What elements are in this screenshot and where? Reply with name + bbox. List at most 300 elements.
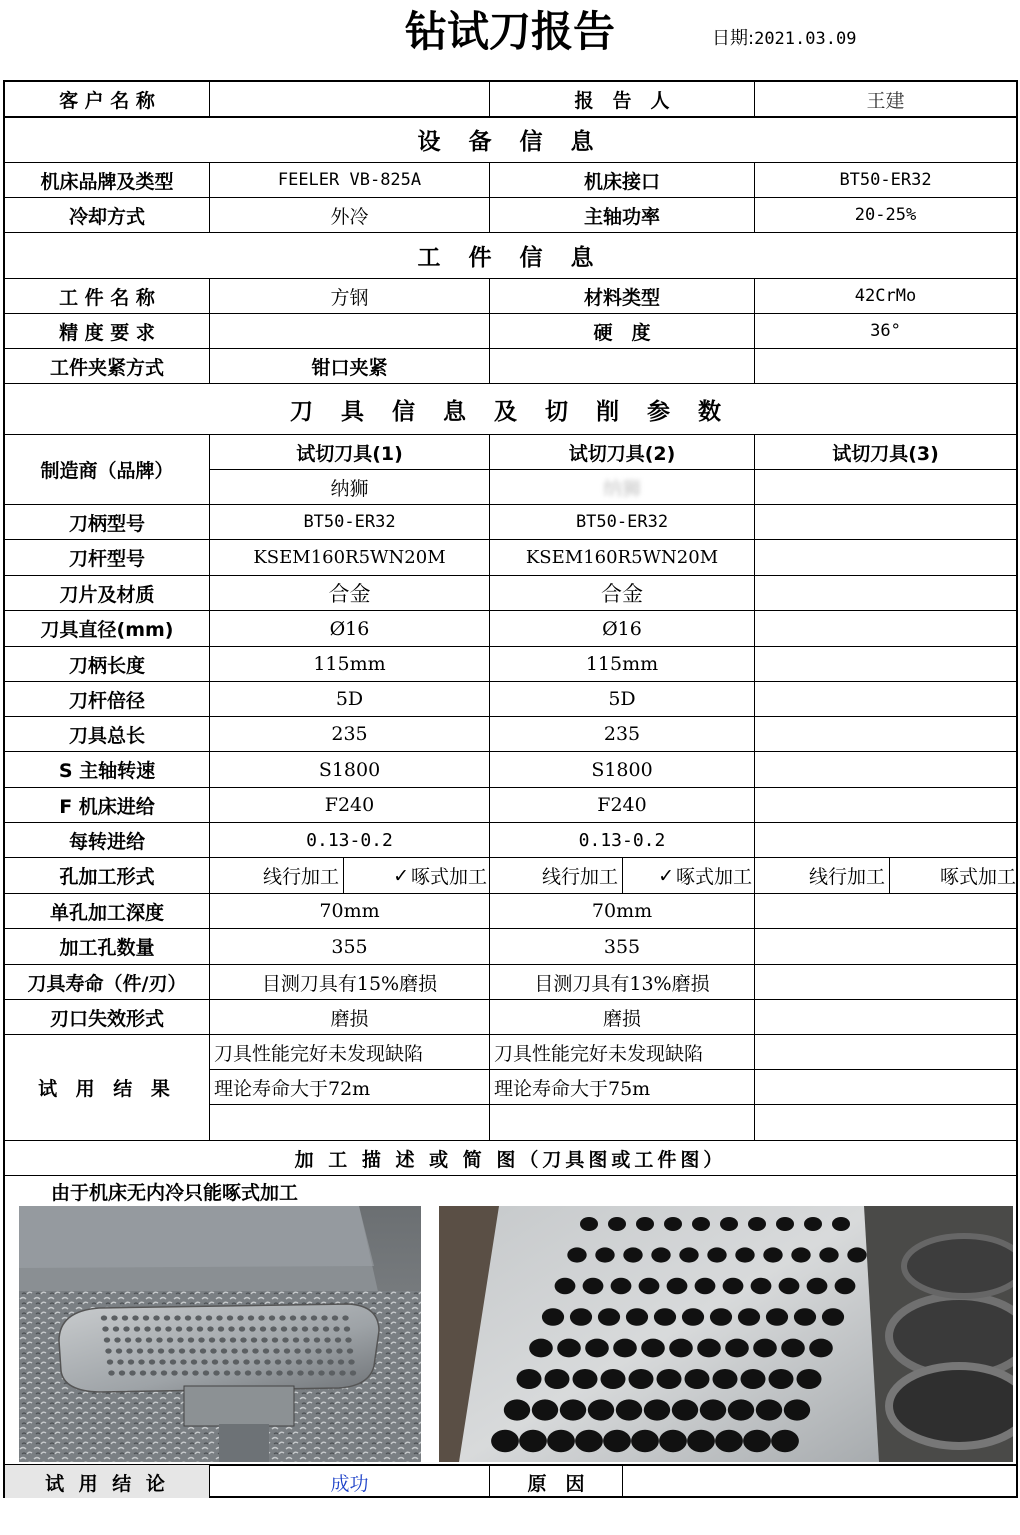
workpiece-name-value: 方钢 [330, 286, 369, 309]
drilled-hole [101, 1315, 107, 1320]
hole-count-3 [755, 929, 1016, 964]
check-mark-icon: ✓ [658, 864, 674, 887]
hole-count-2: 355 [603, 935, 641, 958]
drilled-hole [639, 1278, 660, 1294]
drilled-hole [797, 1369, 822, 1389]
drilled-hole [751, 1278, 772, 1294]
drilled-hole [240, 1337, 246, 1342]
drilled-hole [491, 1430, 519, 1452]
drilled-hole [252, 1348, 258, 1353]
drilled-hole [692, 1217, 710, 1231]
holder-model-1: BT50-ER32 [303, 512, 396, 532]
tool-2-peck-label: 啄式加工 [675, 866, 752, 888]
holder-length-2: 115mm [585, 653, 659, 675]
edge-failure-label: 刃口失效形式 [49, 1007, 164, 1030]
drilled-hole [114, 1337, 120, 1342]
drilled-hole [293, 1337, 299, 1342]
drilled-hole [710, 1308, 732, 1326]
result-2-line-2: 理论寿命大于75m [494, 1077, 651, 1100]
drilled-hole [182, 1370, 188, 1375]
drilled-hole [623, 1247, 642, 1262]
drilled-hole [224, 1370, 230, 1375]
bar-model-2: KSEM160R5WN20M [525, 547, 719, 568]
tool-diameter-label: 刀具直径(mm) [40, 619, 174, 641]
drilled-hole [769, 1369, 794, 1389]
drilled-hole [242, 1348, 248, 1353]
bar-model-label: 刀杆型号 [68, 548, 145, 570]
machine-feed-2: F240 [597, 794, 647, 816]
drilled-hole [580, 1217, 598, 1231]
tool-total-length-1: 235 [331, 723, 368, 745]
spindle-power-label: 主轴功率 [583, 205, 660, 228]
workpiece-photo-right-image [439, 1206, 1013, 1462]
drilled-hole [156, 1337, 162, 1342]
drilled-hole [117, 1359, 123, 1364]
drilled-hole [174, 1315, 180, 1320]
check-mark-icon: ✓ [393, 864, 409, 887]
material-value: 42CrMo [854, 286, 917, 306]
drilled-hole [258, 1315, 264, 1320]
drilled-hole [248, 1315, 254, 1320]
drilled-hole [281, 1326, 287, 1331]
hardness-value: 36° [870, 321, 901, 341]
drilled-hole [332, 1315, 338, 1320]
drilled-hole [210, 1348, 216, 1353]
drilled-hole [231, 1348, 237, 1353]
hole-depth-2: 70mm [591, 900, 653, 922]
drilled-hole [201, 1359, 207, 1364]
hardness-label: 硬 度 [593, 321, 651, 344]
drilled-hole [276, 1370, 282, 1375]
drilled-hole [629, 1369, 654, 1389]
spindle-speed-3 [755, 752, 1016, 787]
tool-1-peck-option[interactable] [344, 858, 489, 893]
drilled-hole [146, 1337, 152, 1342]
drilled-hole [161, 1370, 167, 1375]
tool-2-peck-option[interactable] [623, 858, 754, 893]
drilled-hole [108, 1370, 114, 1375]
tool-total-length-label: 刀具总长 [68, 724, 145, 747]
drilled-hole [667, 1278, 688, 1294]
drilled-hole [336, 1348, 342, 1353]
workpiece-name-label: 工 件 名 称 [59, 286, 155, 309]
drilled-hole [626, 1308, 648, 1326]
drilled-hole [672, 1399, 698, 1420]
holder-length-3 [755, 647, 1016, 681]
drilled-hole [269, 1315, 275, 1320]
drilled-hole [291, 1326, 297, 1331]
drilled-hole [766, 1308, 788, 1326]
drilled-hole [743, 1430, 771, 1452]
drilled-hole [126, 1348, 132, 1353]
material-label: 材料类型 [583, 286, 660, 309]
description-note: 由于机床无内冷只能啄式加工 [51, 1181, 299, 1204]
drilled-hole [651, 1247, 670, 1262]
reporter-value: 王建 [866, 89, 905, 112]
hole-count-label: 加工孔数量 [59, 937, 155, 959]
drilled-hole [664, 1217, 682, 1231]
drilled-hole [264, 1359, 270, 1364]
drilled-hole [138, 1359, 144, 1364]
drilled-hole [636, 1217, 654, 1231]
drilled-hole [177, 1337, 183, 1342]
drilled-hole [134, 1326, 140, 1331]
drilled-hole [542, 1308, 564, 1326]
workpiece-photo-left-image [19, 1206, 421, 1462]
bar-ratio-3 [755, 682, 1016, 716]
drilled-hole [807, 1278, 828, 1294]
drilled-hole [348, 1359, 354, 1364]
drilled-hole [613, 1339, 637, 1358]
feed-per-rev-label: 每转进给 [68, 830, 145, 853]
drilled-hole [207, 1326, 213, 1331]
tool-1-peck-label: 啄式加工 [410, 866, 487, 888]
drilled-hole [713, 1369, 738, 1389]
drilled-hole [270, 1326, 276, 1331]
drilled-hole [186, 1326, 192, 1331]
clamp-value: 钳口夹紧 [311, 356, 388, 379]
drilled-hole [819, 1247, 838, 1262]
drilled-hole [312, 1326, 318, 1331]
tool-total-length-2: 235 [603, 723, 641, 745]
drilled-hole [212, 1359, 218, 1364]
drilled-hole [285, 1359, 291, 1364]
cooling-value: 外冷 [330, 205, 369, 228]
reporter-label: 报 告 人 [574, 89, 670, 112]
feed-per-rev-3 [755, 823, 1016, 857]
drilled-hole [219, 1337, 225, 1342]
drilled-hole [616, 1399, 642, 1420]
report-title: 钻试刀报告 [404, 7, 615, 56]
drilled-hole [122, 1315, 128, 1320]
feed-per-rev-2: 0.13-0.2 [578, 829, 666, 851]
drilled-hole [279, 1315, 285, 1320]
drilled-hole [143, 1315, 149, 1320]
drilled-hole [282, 1337, 288, 1342]
date-label: 日期: [712, 28, 755, 49]
tool-diameter-3 [755, 611, 1016, 646]
drilled-hole [573, 1369, 598, 1389]
drilled-hole [832, 1217, 850, 1231]
drilled-hole [263, 1348, 269, 1353]
hole-depth-3 [755, 894, 1016, 928]
drilled-hole [221, 1348, 227, 1353]
bar-ratio-label: 刀杆倍径 [68, 689, 145, 712]
tool-life-1: 目测刀具有15%磨损 [261, 972, 438, 995]
drilled-hole [290, 1315, 296, 1320]
machine-interface-value: BT50-ER32 [839, 170, 932, 190]
drilled-hole [198, 1337, 204, 1342]
drilled-hole [763, 1247, 782, 1262]
drilled-hole [659, 1430, 687, 1452]
drilled-hole [700, 1399, 726, 1420]
drilled-hole [560, 1399, 586, 1420]
drilled-hole [335, 1337, 341, 1342]
drilled-hole [227, 1315, 233, 1320]
tool-1-linear-option[interactable]: 线行加工 [262, 866, 339, 888]
tool-3-linear-option[interactable]: 线行加工 [808, 866, 885, 888]
drilled-hole [555, 1278, 576, 1294]
bar-model-3 [755, 540, 1016, 575]
drilled-hole [804, 1217, 822, 1231]
drilled-hole [598, 1308, 620, 1326]
drilled-hole [641, 1339, 665, 1358]
holder-length-1: 115mm [313, 653, 386, 675]
drilled-hole [347, 1348, 353, 1353]
drilled-hole [158, 1348, 164, 1353]
drilled-hole [179, 1348, 185, 1353]
drilled-hole [249, 1326, 255, 1331]
drilled-hole [213, 1370, 219, 1375]
tool-life-3 [755, 965, 1016, 999]
section-workpiece: 工 件 信 息 [417, 245, 604, 271]
tool-diameter-1: Ø16 [329, 617, 370, 640]
drilled-hole [720, 1217, 738, 1231]
drilled-hole [254, 1359, 260, 1364]
drilled-hole [296, 1359, 302, 1364]
result-1-line-1: 刀具性能完好未发现缺陷 [214, 1042, 424, 1065]
drilled-hole [302, 1326, 308, 1331]
tool-life-label: 刀具寿命（件/刃） [27, 972, 187, 995]
drilled-hole [261, 1337, 267, 1342]
edge-failure-2: 磨损 [602, 1007, 641, 1030]
insert-material-label: 刀片及材质 [59, 583, 155, 606]
drilled-hole [170, 1359, 176, 1364]
drilled-hole [305, 1348, 311, 1353]
machine-interface-label: 机床接口 [583, 170, 660, 193]
drilled-hole [529, 1339, 553, 1358]
tool-2-brand: 纳狮 [602, 477, 641, 500]
clamp-label: 工件夹紧方式 [49, 356, 164, 379]
tool-diameter-2: Ø16 [602, 617, 642, 640]
drilled-hole [321, 1315, 327, 1320]
insert-material-2: 合金 [601, 582, 643, 606]
drilled-hole [715, 1430, 743, 1452]
drilled-hole [504, 1399, 530, 1420]
drilled-hole [233, 1359, 239, 1364]
drilled-hole [323, 1326, 329, 1331]
bar-model-1: KSEM160R5WN20M [253, 547, 446, 568]
drilled-hole [180, 1359, 186, 1364]
drilled-hole [239, 1326, 245, 1331]
drilled-hole [137, 1348, 143, 1353]
machine-feed-label: F 机床进给 [59, 795, 155, 818]
holder-model-3 [755, 505, 1016, 539]
holder-model-label: 刀柄型号 [68, 512, 145, 535]
drilled-hole [306, 1359, 312, 1364]
insert-material-3 [755, 576, 1016, 610]
drilled-hole [575, 1430, 603, 1452]
trial-tool-1-header: 试切刀具(1) [296, 442, 403, 465]
drilled-hole [147, 1348, 153, 1353]
drilled-hole [822, 1308, 844, 1326]
workpiece-photo-right [439, 1206, 1013, 1462]
conclusion-value: 成功 [330, 1472, 369, 1495]
spindle-speed-label: S 主轴转速 [58, 760, 156, 782]
drilled-hole [164, 1315, 170, 1320]
drilled-hole [583, 1278, 604, 1294]
drilled-hole [835, 1278, 856, 1294]
drilled-hole [308, 1370, 314, 1375]
drilled-hole [171, 1370, 177, 1375]
drilled-hole [197, 1326, 203, 1331]
insert-material-1: 合金 [328, 582, 371, 606]
tool-life-2: 目测刀具有13%磨损 [534, 972, 710, 995]
drilled-hole [144, 1326, 150, 1331]
report-date [712, 26, 856, 52]
drilled-hole [339, 1370, 345, 1375]
drilled-hole [116, 1348, 122, 1353]
drilled-hole [695, 1278, 716, 1294]
tool-3-peck-option[interactable]: 啄式加工 [939, 866, 1016, 888]
drilled-hole [255, 1370, 261, 1375]
drilled-hole [753, 1339, 777, 1358]
drilled-hole [105, 1348, 111, 1353]
drilled-hole [350, 1370, 356, 1375]
holder-length-label: 刀柄长度 [68, 654, 145, 677]
drilled-hole [603, 1430, 631, 1452]
drilled-hole [723, 1278, 744, 1294]
feed-per-rev-1: 0.13-0.2 [306, 829, 393, 851]
drilled-hole [243, 1359, 249, 1364]
drilled-hole [314, 1337, 320, 1342]
drilled-hole [329, 1370, 335, 1375]
drilled-hole [735, 1247, 754, 1262]
drilled-hole [317, 1359, 323, 1364]
drilled-hole [519, 1430, 547, 1452]
tool-2-linear-option[interactable]: 线行加工 [541, 866, 618, 888]
drilled-hole [209, 1337, 215, 1342]
drilled-hole [687, 1430, 715, 1452]
drilled-hole [345, 1337, 351, 1342]
drilled-hole [654, 1308, 676, 1326]
drilled-hole [284, 1348, 290, 1353]
drilled-hole [631, 1430, 659, 1452]
drilled-hole [756, 1399, 782, 1420]
edge-failure-3 [755, 1000, 1016, 1034]
reason-label: 原 因 [527, 1472, 585, 1495]
drilled-hole [176, 1326, 182, 1331]
tool-1-brand: 纳狮 [330, 477, 369, 500]
trial-tool-2-header: 试切刀具(2) [568, 442, 676, 465]
machine-brand-value: FEELER VB-825A [277, 170, 422, 190]
drilled-hole [311, 1315, 317, 1320]
drilled-hole [342, 1315, 348, 1320]
drilled-hole [781, 1339, 805, 1358]
drilled-hole [725, 1339, 749, 1358]
drilled-hole [601, 1369, 626, 1389]
drilled-hole [771, 1430, 799, 1452]
drilled-hole [588, 1399, 614, 1420]
drilled-hole [140, 1370, 146, 1375]
cooling-label: 冷却方式 [68, 205, 145, 228]
drilled-hole [697, 1339, 721, 1358]
drilled-hole [741, 1369, 766, 1389]
drilled-hole [119, 1370, 125, 1375]
tool-total-length-3 [755, 717, 1016, 751]
bar-ratio-2: 5D [608, 688, 636, 710]
drilled-hole [111, 1315, 117, 1320]
drilled-hole [107, 1359, 113, 1364]
drilled-hole [245, 1370, 251, 1375]
drilled-hole [682, 1308, 704, 1326]
drilled-hole [150, 1370, 156, 1375]
drilled-hole [657, 1369, 682, 1389]
spindle-power-value: 20-25% [854, 205, 917, 225]
result-1-line-2: 理论寿命大于72m [214, 1077, 371, 1100]
drilled-hole [272, 1337, 278, 1342]
drilled-hole [748, 1217, 766, 1231]
drilled-hole [266, 1370, 272, 1375]
drilled-hole [216, 1315, 222, 1320]
hole-depth-1: 70mm [319, 900, 380, 922]
drilled-hole [557, 1339, 581, 1358]
drilled-hole [200, 1348, 206, 1353]
hole-count-1: 355 [331, 935, 368, 958]
bar-ratio-1: 5D [335, 688, 364, 710]
hole-depth-label: 单孔加工深度 [49, 901, 164, 924]
machine-brand-label: 机床品牌及类型 [40, 170, 174, 193]
drilled-hole [104, 1337, 110, 1342]
drilled-hole [611, 1278, 632, 1294]
drilled-hole [192, 1370, 198, 1375]
drilled-hole [159, 1359, 165, 1364]
drilled-hole [149, 1359, 155, 1364]
drilled-hole [234, 1370, 240, 1375]
machine-feed-3 [755, 788, 1016, 822]
drilled-hole [189, 1348, 195, 1353]
drilled-hole [275, 1359, 281, 1364]
precision-value [210, 314, 489, 348]
machine-feed-1: F240 [324, 794, 375, 816]
drilled-hole [188, 1337, 194, 1342]
drilled-hole [297, 1370, 303, 1375]
drilled-hole [318, 1370, 324, 1375]
drilled-hole [545, 1369, 570, 1389]
drilled-hole [113, 1326, 119, 1331]
drilled-hole [728, 1399, 754, 1420]
drilled-hole [784, 1399, 810, 1420]
drilled-hole [185, 1315, 191, 1320]
conclusion-label: 试 用 结 论 [45, 1472, 169, 1495]
drilled-hole [794, 1308, 816, 1326]
tool-3-brand [755, 470, 1016, 504]
result-2-line-1: 刀具性能完好未发现缺陷 [494, 1042, 704, 1065]
holder-model-2: BT50-ER32 [575, 512, 669, 532]
drilled-hole [532, 1399, 558, 1420]
drilled-hole [260, 1326, 266, 1331]
client-label: 客 户 名 称 [59, 89, 155, 112]
drilled-hole [791, 1247, 810, 1262]
drilled-hole [517, 1369, 542, 1389]
hole-form-label: 孔加工形式 [59, 866, 155, 888]
report-table [3, 80, 1018, 1498]
spindle-speed-2: S1800 [591, 758, 653, 781]
drilled-hole [287, 1370, 293, 1375]
section-tool: 刀 具 信 息 及 切 削 参 数 [289, 398, 732, 425]
drilled-hole [218, 1326, 224, 1331]
drilled-hole [776, 1217, 794, 1231]
drilled-hole [128, 1359, 134, 1364]
drilled-hole [153, 1315, 159, 1320]
drilled-hole [707, 1247, 726, 1262]
drilled-hole [669, 1339, 693, 1358]
drilled-hole [132, 1315, 138, 1320]
section-equipment: 设 备 信 息 [417, 129, 604, 155]
drilled-hole [327, 1359, 333, 1364]
reason-value [623, 1466, 1016, 1498]
drilled-hole [191, 1359, 197, 1364]
